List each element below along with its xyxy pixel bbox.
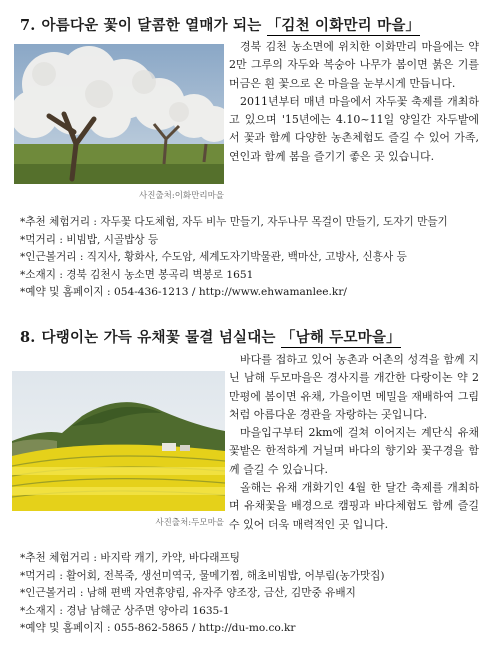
paragraph: 올해는 유채 개화기인 4월 한 달간 축제를 개최하며 유채꽃을 배경으로 캠핑과 바다체험도 함께 즐길 수 있어 더욱 매력적인 곳 입니다. — [229, 481, 479, 531]
info-contact: *예약 및 홈페이지 : 054-436-1213 / http://www.ehwamanlee.kr/ — [20, 286, 347, 298]
section-heading-8 — [20, 326, 401, 347]
info-address: *소재지 : 경남 남해군 상주면 양아리 1635-1 — [20, 604, 230, 617]
section-8-info — [20, 550, 480, 638]
paragraph: 마을입구부터 2km에 걸쳐 이어지는 계단식 유채꽃밭은 한적하게 거닐며 바다의 향기와 꽃구경을 함께 즐길 수 있습니다. — [229, 426, 479, 476]
info-nearby: *인근볼거리 : 남해 편백 자연휴양림, 유자주 양조장, 금산, 김만중 유배지 — [20, 587, 356, 599]
info-address: *소재지 : 경북 김천시 농소면 봉곡리 벽봉로 1651 — [20, 268, 254, 281]
section-number: 8. — [20, 329, 36, 346]
section-number: 7. — [20, 17, 36, 34]
section-title-highlight: 「남해 두모마을」 — [280, 329, 401, 346]
section-title-highlight: 「김천 이화만리 마을」 — [266, 17, 421, 34]
section-8-body — [229, 351, 479, 534]
info-food: *먹거리 : 활어회, 전복죽, 생선미역국, 물메기찜, 해초비빔밥, 어부림(농가맛집) — [20, 569, 385, 582]
section-title: 다랭이논 가득 유채꽃 물결 넘실대는 — [41, 329, 276, 346]
photo-caption: 사진출처:두모마을 — [155, 518, 224, 528]
plum-blossom-photo — [14, 44, 224, 184]
info-food: *먹거리 : 비빔밥, 시골밥상 등 — [20, 233, 159, 246]
info-activities: *추천 체험거리 : 자두꽃 다도체험, 자두 비누 만들기, 자두나무 목걸이 만들기, 도자기 만들기 — [20, 216, 448, 228]
section-heading-7 — [20, 14, 420, 35]
info-nearby: *인근볼거리 : 직지사, 황화사, 수도암, 세계도자기박물관, 백마산, 고방사, 신흥사 등 — [20, 251, 407, 263]
paragraph: 2011년부터 매년 마을에서 자두꽃 축제를 개최하고 있으며 '15년에는 4.10~11일 양일간 자두밭에서 꽃과 함께 다양한 농촌체험도 즐길 수 있어 가족, 연인과 함께 봄을 즐기기 좋은 곳 있습니다. — [229, 94, 479, 163]
paragraph: 경북 김천 농소면에 위치한 이화만리 마을에는 약 2만 그루의 자두와 복숭아 나무가 봄이면 붉은 기를 머금은 흰 꽃으로 온 마을을 눈부시게 만듭니다. — [229, 40, 479, 90]
paragraph: 바다를 접하고 있어 농촌과 어촌의 성격을 함께 지닌 남해 두모마을은 경사지를 개간한 다랑이논 약 2만평에 봄이면 유채, 가을이면 메밀을 재배하여 그림처럼 아름다운 경관을 자랑하는 곳입니다. — [229, 353, 479, 421]
info-activities: *추천 체험거리 : 바지락 캐기, 카약, 바다래프팅 — [20, 552, 241, 564]
info-contact: *예약 및 홈페이지 : 055-862-5865 / http://du-mo.co.kr — [20, 622, 296, 634]
canola-field-photo — [12, 371, 225, 511]
photo-caption: 사진출처:이화만리마을 — [139, 191, 224, 201]
section-7-info — [20, 214, 480, 302]
section-7-body — [229, 38, 479, 166]
section-title: 아름다운 꽃이 달콤한 열매가 되는 — [41, 17, 262, 34]
